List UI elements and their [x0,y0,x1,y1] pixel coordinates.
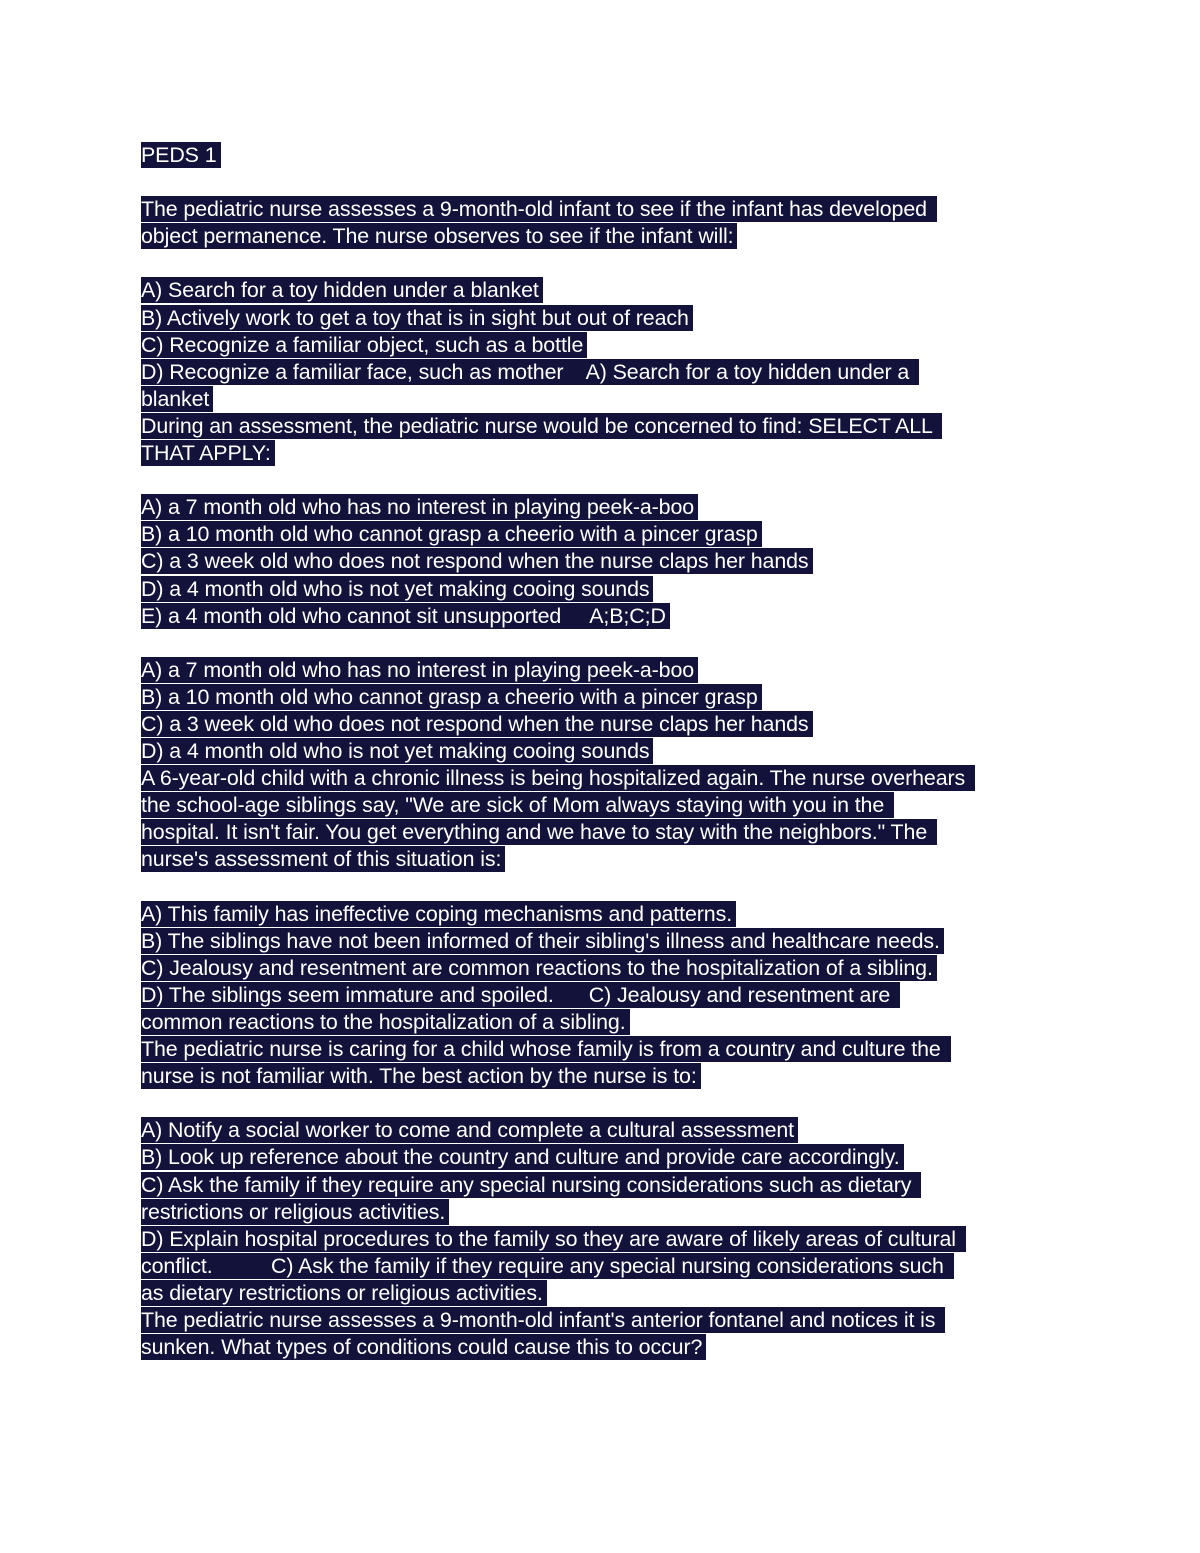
document-line-text: object permanence. The nurse observes to see if the infant will: [141,223,737,249]
document-page [141,142,1071,1361]
document-line [141,467,1071,494]
document-line [141,196,1071,223]
document-line [141,359,1071,386]
document-line-text: D) a 4 month old who is not yet making cooing sounds [141,738,653,764]
document-line-text: common reactions to the hospitalization of a sibling. [141,1009,630,1035]
document-line-text: restrictions or religious activities. [141,1199,449,1225]
document-line-text: A) Notify a social worker to come and complete a cultural assessment [141,1117,798,1143]
document-line-text: A) a 7 month old who has no interest in playing peek-a-boo [141,494,698,520]
document-line [141,955,1071,982]
document-line [141,657,1071,684]
document-line [141,250,1071,277]
document-line-text: B) a 10 month old who cannot grasp a cheerio with a pincer grasp [141,684,762,710]
document-line [141,521,1071,548]
document-line [141,386,1071,413]
document-title: PEDS 1 [141,142,221,168]
document-line-text: D) a 4 month old who is not yet making cooing sounds [141,576,653,602]
document-line [141,711,1071,738]
document-line-text: sunken. What types of conditions could cause this to occur? [141,1334,706,1360]
document-line [141,1036,1071,1063]
document-line-text: A) Search for a toy hidden under a blanket [141,277,543,303]
document-line-text: B) The siblings have not been informed of their sibling's illness and healthcare needs. [141,928,944,954]
document-title-line [141,142,1071,169]
document-line [141,738,1071,765]
document-line-text: D) The siblings seem immature and spoiled. C) Jealousy and resentment are [141,982,900,1008]
document-line [141,1226,1071,1253]
document-line-text: A) This family has ineffective coping mechanisms and patterns. [141,901,736,927]
document-line-text: blanket [141,386,213,412]
document-line [141,1063,1071,1090]
document-line [141,440,1071,467]
document-line-text: C) Ask the family if they require any special nursing considerations such as dietary [141,1172,921,1198]
document-line-text: D) Explain hospital procedures to the family so they are aware of likely areas of cultural [141,1226,966,1252]
document-line [141,1334,1071,1361]
document-line-text: B) Actively work to get a toy that is in sight but out of reach [141,305,693,331]
document-line [141,846,1071,873]
document-line [141,874,1071,901]
document-line-text: nurse's assessment of this situation is: [141,846,505,872]
document-body [141,196,1071,1361]
blank-line [141,169,1071,196]
document-line-text: The pediatric nurse assesses a 9-month-old infant to see if the infant has developed [141,196,937,222]
document-line-text: During an assessment, the pediatric nurse would be concerned to find: SELECT ALL [141,413,942,439]
document-line-text: C) Recognize a familiar object, such as a bottle [141,332,587,358]
document-line [141,1172,1071,1199]
document-line [141,548,1071,575]
document-line-text: the school-age siblings say, "We are sick of Mom always staying with you in the [141,792,894,818]
document-line-text: B) Look up reference about the country and culture and provide care accordingly. [141,1144,904,1170]
document-line-text: conflict. C) Ask the family if they require any special nursing considerations such [141,1253,954,1279]
document-line [141,1117,1071,1144]
document-line [141,277,1071,304]
document-line-text: nurse is not familiar with. The best action by the nurse is to: [141,1063,701,1089]
document-line [141,684,1071,711]
document-line-text: C) Jealousy and resentment are common reactions to the hospitalization of a sibling. [141,955,937,981]
document-line-text: C) a 3 week old who does not respond when the nurse claps her hands [141,711,813,737]
document-line-text: THAT APPLY: [141,440,275,466]
document-line-text: as dietary restrictions or religious activities. [141,1280,547,1306]
document-line [141,819,1071,846]
document-line-text: The pediatric nurse assesses a 9-month-old infant's anterior fontanel and notices it is [141,1307,945,1333]
document-line-text: A 6-year-old child with a chronic illness is being hospitalized again. The nurse overhears [141,765,975,791]
document-line-text: C) a 3 week old who does not respond when the nurse claps her hands [141,548,813,574]
document-line [141,576,1071,603]
document-line-text: B) a 10 month old who cannot grasp a cheerio with a pincer grasp [141,521,762,547]
document-line [141,928,1071,955]
document-line [141,1090,1071,1117]
document-line [141,603,1071,630]
document-line [141,494,1071,521]
document-line [141,1144,1071,1171]
document-line [141,901,1071,928]
document-line [141,1307,1071,1334]
document-line-text: E) a 4 month old who cannot sit unsupported A;B;C;D [141,603,670,629]
document-line [141,1280,1071,1307]
document-line [141,792,1071,819]
document-line-text: D) Recognize a familiar face, such as mother A) Search for a toy hidden under a [141,359,919,385]
document-line-text: hospital. It isn't fair. You get everything and we have to stay with the neighbors." The [141,819,937,845]
document-line [141,1253,1071,1280]
document-line [141,630,1071,657]
document-line [141,332,1071,359]
document-line-text: A) a 7 month old who has no interest in playing peek-a-boo [141,657,698,683]
document-line [141,305,1071,332]
document-line [141,223,1071,250]
document-line [141,1009,1071,1036]
document-line [141,982,1071,1009]
document-line [141,765,1071,792]
document-line [141,413,1071,440]
document-line-text: The pediatric nurse is caring for a child whose family is from a country and culture the [141,1036,951,1062]
document-line [141,1199,1071,1226]
